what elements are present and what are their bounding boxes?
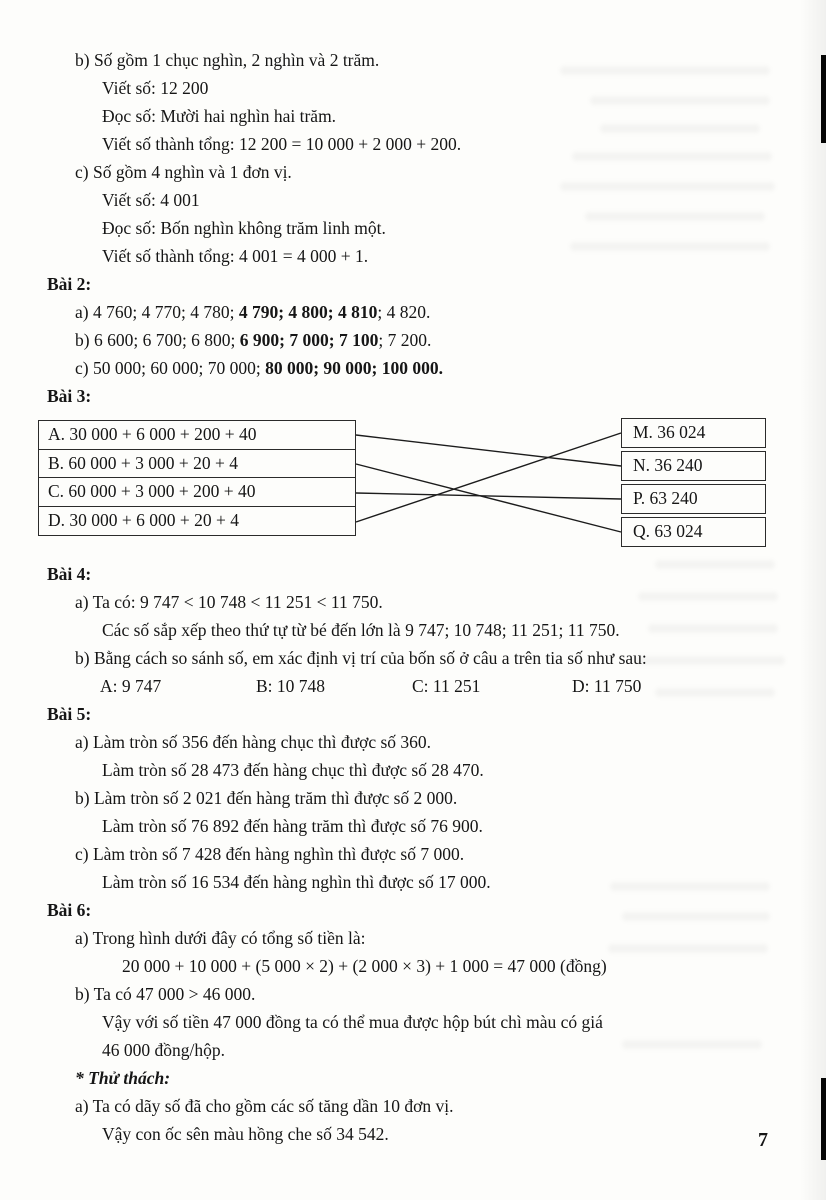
exercise-1-answers: [47, 46, 766, 270]
point-label: C: 11 251: [412, 676, 481, 696]
exercise-4: [47, 560, 766, 700]
answer-line: Làm tròn số 16 534 đến hàng nghìn thì được số 17 000.: [102, 872, 491, 892]
answer-line: a) Ta có: 9 747 < 10 748 < 11 251 < 11 750.: [75, 592, 383, 612]
answer-line: [47, 326, 766, 354]
answer-text: c) 50 000; 60 000; 70 000;: [75, 358, 266, 378]
answer-text: ; 7 200.: [378, 330, 432, 350]
answer-bold: 80 000; 90 000; 100 000.: [265, 358, 443, 378]
answer-line: b) Ta có 47 000 > 46 000.: [75, 984, 256, 1004]
answer-line: Các số sắp xếp theo thứ tự từ bé đến lớn là 9 747; 10 748; 11 251; 11 750.: [102, 620, 620, 640]
page-number: 7: [758, 1129, 768, 1151]
matching-diagram: [47, 414, 766, 554]
point-label: D: 11 750: [572, 676, 642, 696]
answer-line: [47, 298, 766, 326]
answer-line: 46 000 đồng/hộp.: [102, 1040, 225, 1060]
exercise-6: [47, 896, 766, 1148]
answer-line: Làm tròn số 28 473 đến hàng chục thì được số 28 470.: [102, 760, 484, 780]
answer-text: a) 4 760; 4 770; 4 780;: [75, 302, 239, 322]
scan-edge-mark-bottom: [821, 1078, 826, 1160]
answer-line: Viết số: 4 001: [102, 190, 200, 210]
answer-line: Vậy con ốc sên màu hồng che số 34 542.: [102, 1124, 389, 1144]
point-label: B: 10 748: [256, 676, 326, 696]
answer-line: Viết số: 12 200: [102, 78, 209, 98]
exercise-2: [47, 270, 766, 382]
match-option: A. 30 000 + 6 000 + 200 + 40: [38, 420, 356, 450]
exercise-heading: Bài 5:: [47, 704, 92, 724]
scan-edge-mark-top: [821, 55, 826, 143]
answer-line: c) Số gồm 4 nghìn và 1 đơn vị.: [75, 162, 292, 182]
match-left-column: [38, 420, 356, 536]
answer-line: [47, 354, 766, 382]
page-content: [47, 46, 766, 1148]
match-option: Q. 63 024: [621, 517, 766, 547]
exercise-3: [47, 382, 766, 554]
match-option: B. 60 000 + 3 000 + 20 + 4: [38, 449, 356, 479]
match-option: P. 63 240: [621, 484, 766, 514]
exercise-5: [47, 700, 766, 896]
answer-line: a) Trong hình dưới đây có tổng số tiền là:: [75, 928, 366, 948]
exercise-heading: Bài 3:: [47, 386, 92, 406]
answer-text: b) 6 600; 6 700; 6 800;: [75, 330, 240, 350]
answer-line: Viết số thành tổng: 4 001 = 4 000 + 1.: [102, 246, 369, 266]
answer-line: 20 000 + 10 000 + (5 000 × 2) + (2 000 × 3) + 1 000 = 47 000 (đồng): [122, 956, 607, 976]
answer-line: a) Ta có dãy số đã cho gồm các số tăng dần 10 đơn vị.: [75, 1096, 454, 1116]
answer-line: b) Bằng cách so sánh số, em xác định vị trí của bốn số ở câu a trên tia số như sau:: [75, 648, 647, 668]
exercise-heading: Bài 6:: [47, 900, 92, 920]
answer-line: b) Số gồm 1 chục nghìn, 2 nghìn và 2 trăm.: [75, 50, 380, 70]
exercise-heading: Bài 4:: [47, 564, 92, 584]
number-line-points: [47, 672, 766, 700]
answer-bold: 4 790; 4 800; 4 810: [238, 302, 378, 322]
point-label: A: 9 747: [100, 676, 162, 696]
answer-line: Đọc số: Mười hai nghìn hai trăm.: [102, 106, 337, 126]
answer-line: c) Làm tròn số 7 428 đến hàng nghìn thì được số 7 000.: [75, 844, 465, 864]
answer-line: Đọc số: Bốn nghìn không trăm linh một.: [102, 218, 386, 238]
answer-bold: 6 900; 7 000; 7 100: [239, 330, 379, 350]
match-option: D. 30 000 + 6 000 + 20 + 4: [38, 506, 356, 536]
answer-line: Viết số thành tổng: 12 200 = 10 000 + 2 000 + 200.: [102, 134, 462, 154]
answer-line: Làm tròn số 76 892 đến hàng trăm thì được số 76 900.: [102, 816, 483, 836]
answer-text: ; 4 820.: [377, 302, 431, 322]
challenge-heading: * Thử thách:: [75, 1068, 171, 1088]
answer-line: a) Làm tròn số 356 đến hàng chục thì được số 360.: [75, 732, 432, 752]
exercise-heading: Bài 2:: [47, 274, 92, 294]
answer-line: Vậy với số tiền 47 000 đồng ta có thể mua được hộp bút chì màu có giá: [102, 1012, 603, 1032]
match-option: C. 60 000 + 3 000 + 200 + 40: [38, 477, 356, 507]
match-right-column: [621, 418, 766, 550]
answer-line: b) Làm tròn số 2 021 đến hàng trăm thì được số 2 000.: [75, 788, 458, 808]
match-option: N. 36 240: [621, 451, 766, 481]
match-option: M. 36 024: [621, 418, 766, 448]
